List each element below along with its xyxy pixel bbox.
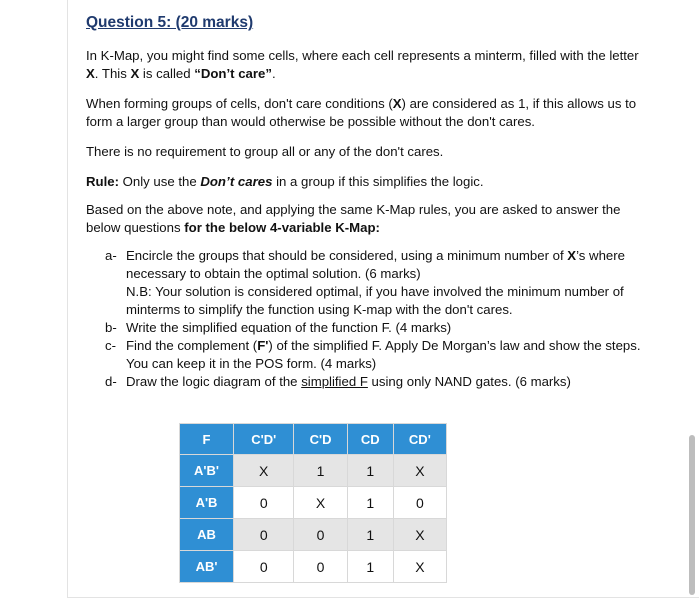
- rule-paragraph: [86, 173, 646, 191]
- text-run: X: [567, 248, 577, 263]
- text-run: F': [257, 338, 269, 353]
- text-run: X: [86, 66, 95, 81]
- text-run: X: [130, 66, 140, 81]
- kmap-cell: 0: [294, 519, 347, 551]
- kmap-cell: 1: [294, 455, 347, 487]
- kmap-row-header: A'B': [180, 455, 234, 487]
- kmap-cell: X: [294, 487, 347, 519]
- kmap-row: [180, 487, 447, 519]
- text-run: is called: [139, 66, 195, 81]
- kmap-row-header: AB': [180, 551, 234, 583]
- list-item-b: [105, 319, 650, 337]
- list-text-nb: [126, 283, 650, 319]
- list-item-c: [105, 337, 650, 373]
- kmap-cell: 1: [347, 487, 393, 519]
- text-run: . This: [94, 66, 131, 81]
- kmap-col-header: CD': [393, 424, 446, 455]
- intro-paragraph-no-requirement: [86, 143, 646, 161]
- list-item-a: [105, 247, 650, 283]
- list-item-d: [105, 373, 650, 391]
- text-run: Write the simplified equation of the function F. (4 marks): [126, 320, 452, 335]
- kmap-cell: 0: [294, 551, 347, 583]
- text-run: Encircle the groups that should be considered, using a minimum number of: [126, 248, 568, 263]
- kmap-col-header: C'D: [294, 424, 347, 455]
- list-text-d: [126, 373, 650, 391]
- list-text-b: [126, 319, 650, 337]
- kmap-table: [179, 423, 447, 583]
- instructions-paragraph: [86, 201, 646, 237]
- kmap-cell: 0: [234, 519, 294, 551]
- text-run: In K-Map, you might find some cells, where each cell represents a minterm, filled with the letter: [86, 48, 639, 63]
- text-run: “Don’t care”: [194, 66, 272, 81]
- text-run: Don’t cares: [200, 174, 273, 189]
- intro-paragraph-dont-care: [86, 47, 646, 83]
- text-run: ) are considered as 1, if this allows us to form a larger group than would otherwise be possible without the don't cares.: [86, 96, 637, 129]
- list-marker-b: b-: [105, 320, 117, 335]
- kmap-corner-label: F: [180, 424, 234, 455]
- text-run: using only NAND gates. (6 marks): [367, 374, 571, 389]
- kmap-row: [180, 551, 447, 583]
- kmap-col-header: C'D': [234, 424, 294, 455]
- text-run: Rule:: [86, 174, 119, 189]
- kmap-col-header: CD: [347, 424, 393, 455]
- kmap-header-row: [180, 424, 447, 455]
- list-marker-a: a-: [105, 248, 117, 263]
- text-run: N.B: Your solution is considered optimal, if you have involved the minimum number of minterms to simplify the function using K-map with the don't cares.: [126, 284, 624, 317]
- list-marker-d: d-: [105, 374, 117, 389]
- text-run: .: [271, 66, 276, 81]
- text-run: Draw the logic diagram of the: [126, 374, 302, 389]
- kmap-cell: 1: [347, 551, 393, 583]
- text-run: Find the complement (: [126, 338, 258, 353]
- question-heading: Question 5: (20 marks): [86, 14, 254, 31]
- list-text-a: [126, 247, 650, 283]
- text-run: ) of the simplified F. Apply De Morgan’s law and show the steps. You can keep it in the POS form. (4 marks): [126, 338, 641, 371]
- text-run: simplified F: [301, 374, 368, 389]
- kmap-cell: X: [393, 551, 446, 583]
- intro-paragraph-grouping: [86, 95, 646, 131]
- kmap-cell: 1: [347, 519, 393, 551]
- text-run: There is no requirement to group all or any of the don't cares.: [86, 144, 444, 159]
- kmap-cell: 1: [347, 455, 393, 487]
- kmap-cell: X: [234, 455, 294, 487]
- kmap-row-header: A'B: [180, 487, 234, 519]
- kmap-cell: X: [393, 519, 446, 551]
- text-run: ’s where necessary to obtain the optimal solution. (6 marks): [126, 248, 625, 281]
- vertical-scrollbar[interactable]: [689, 435, 695, 595]
- kmap-cell: X: [393, 455, 446, 487]
- kmap-cell: 0: [393, 487, 446, 519]
- text-run: When forming groups of cells, don't care conditions (: [86, 96, 393, 111]
- text-run: Only use the: [118, 174, 201, 189]
- kmap-row: [180, 455, 447, 487]
- list-text-c: [126, 337, 650, 373]
- text-run: Based on the above note, and applying the same K-Map rules, you are asked to answer the below questions: [86, 202, 621, 235]
- text-run: X: [392, 96, 402, 111]
- kmap-row-header: AB: [180, 519, 234, 551]
- list-item-nb: [105, 283, 650, 319]
- kmap-cell: 0: [234, 487, 294, 519]
- text-run: for the below 4-variable K-Map:: [184, 220, 380, 235]
- kmap-cell: 0: [234, 551, 294, 583]
- text-run: in a group if this simplifies the logic.: [272, 174, 484, 189]
- kmap-row: [180, 519, 447, 551]
- list-marker-c: c-: [105, 338, 116, 353]
